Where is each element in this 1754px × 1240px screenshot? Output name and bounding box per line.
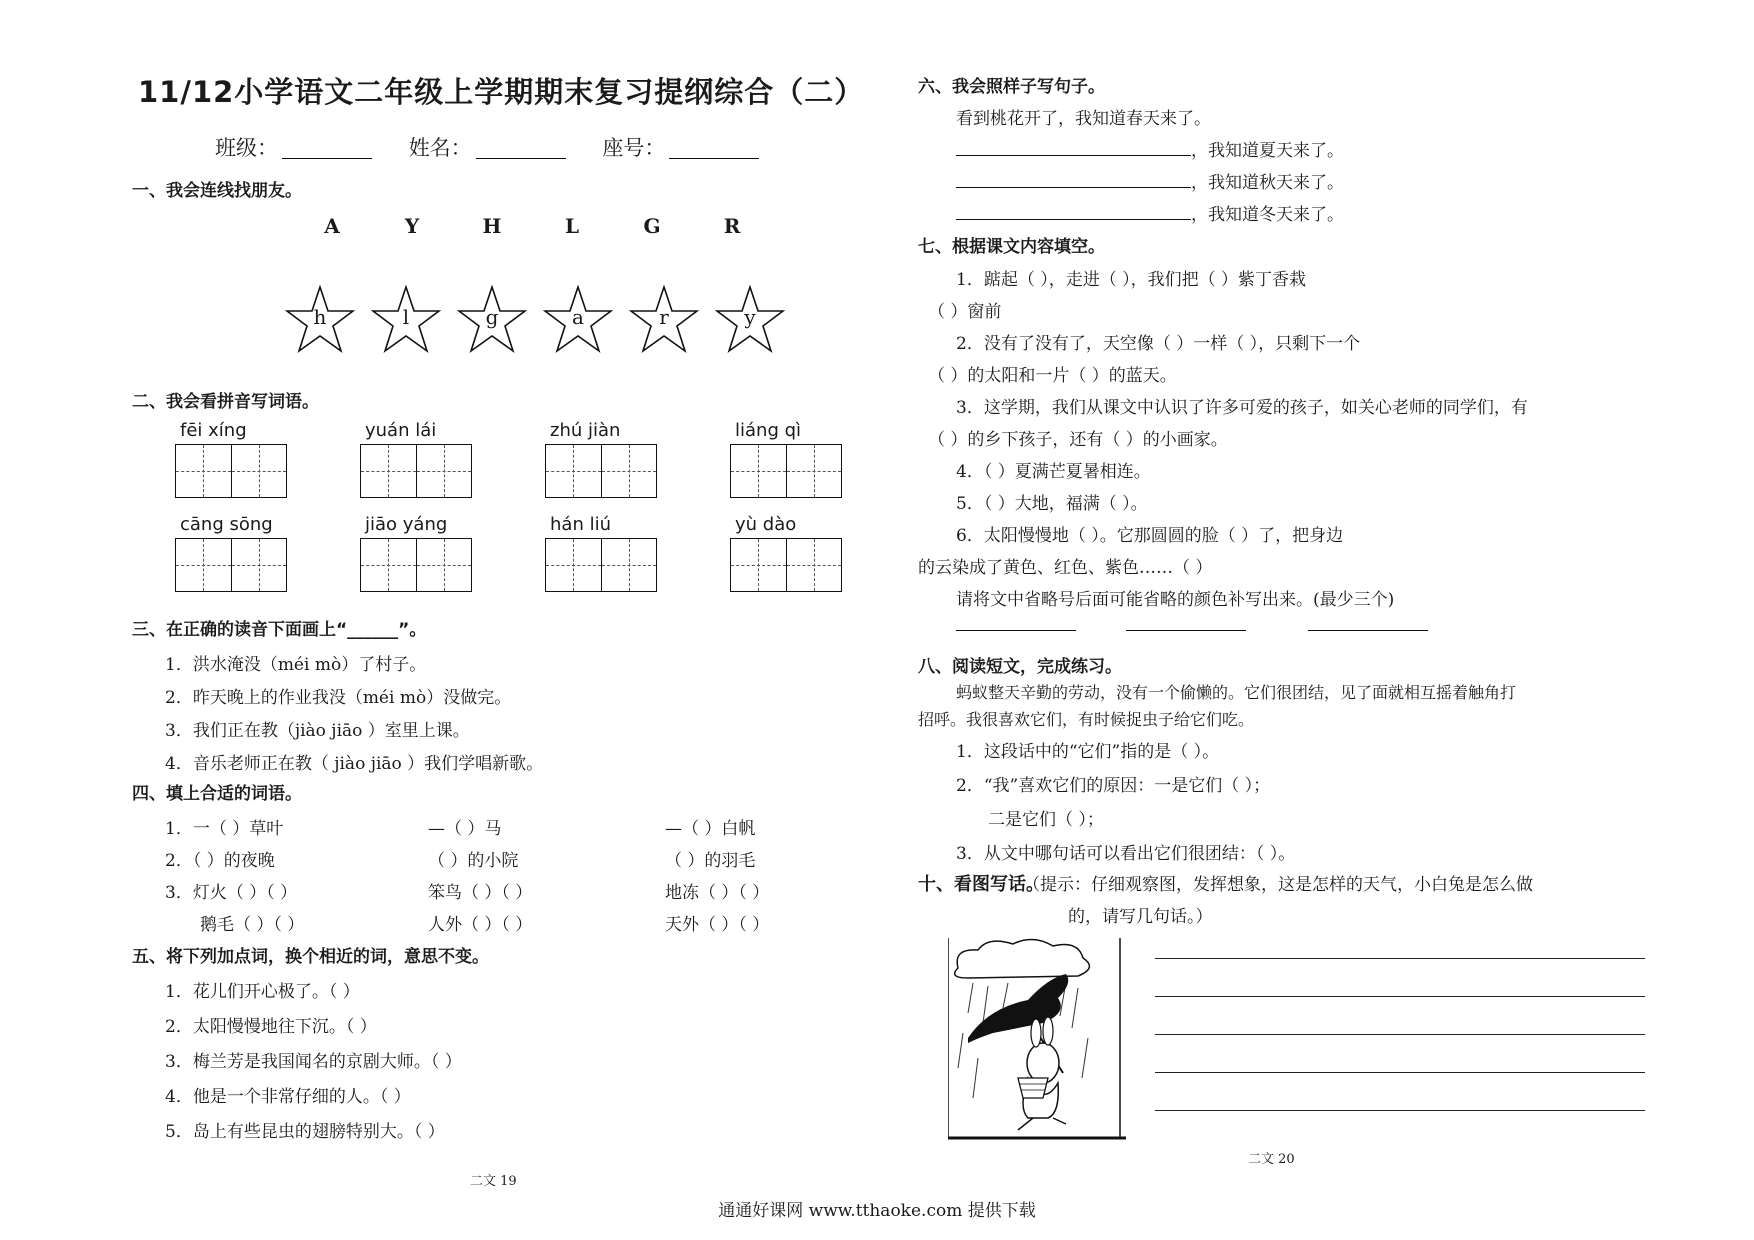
pinyin-item [175, 420, 360, 498]
page-number-right: 二文 20 [1248, 1152, 1295, 1167]
section-4-heading: 四、填上合适的词语。 [132, 784, 302, 804]
pinyin-item [545, 420, 730, 498]
fill-blank-line[interactable]: 1．踮起（ ），走进（ ），我们把（ ）紫丁香栽 [956, 270, 1307, 290]
sentence-item[interactable]: ，我知道冬天来了。 [956, 200, 1344, 225]
fill-blank-line[interactable]: 3．这学期，我们从课文中认识了许多可爱的孩子，如关心老师的同学们，有 [956, 398, 1528, 418]
synonym-item[interactable]: 2．太阳慢慢地往下沉。（ ） [165, 1017, 377, 1037]
seat-label: 座号： [602, 136, 666, 160]
rabbit-umbrella-illustration [948, 938, 1128, 1143]
star-item[interactable] [285, 285, 355, 355]
class-label: 班级： [215, 136, 278, 160]
pinyin-text: liáng qì [735, 420, 802, 441]
lowercase-letter: a [572, 305, 584, 329]
color-blank[interactable] [1126, 630, 1246, 631]
star-item[interactable] [371, 285, 441, 355]
left-page [120, 0, 865, 1240]
color-blank[interactable] [956, 630, 1076, 631]
uppercase-letter[interactable]: R [723, 214, 741, 238]
rabbit-in-rain-icon [948, 938, 1128, 1143]
pinyin-item [730, 420, 915, 498]
writing-grid[interactable] [545, 444, 657, 498]
sentence-item[interactable]: ，我知道秋天来了。 [956, 168, 1344, 193]
fill-blank-line[interactable]: 的云染成了黄色、红色、紫色……（ ） [918, 558, 1213, 578]
fill-blank-line[interactable]: （ ）的乡下孩子，还有（ ）的小画家。 [928, 430, 1228, 450]
download-footer: 通通好课网 www.tthaoke.com 提供下载 [718, 1201, 1036, 1221]
fill-word-item[interactable]: 2．（ ）的夜晚 [165, 851, 275, 871]
section-10-heading: 十、看图写话。 [918, 874, 1044, 895]
pinyin-item [730, 514, 915, 592]
pronunciation-item[interactable]: 1．洪水淹没（méi mò）了村子。 [165, 655, 427, 675]
fill-blank-line[interactable]: 4．（ ）夏满芒夏暑相连。 [956, 462, 1151, 482]
class-blank[interactable] [282, 138, 372, 159]
star-item[interactable] [629, 285, 699, 355]
student-info-row [215, 132, 789, 162]
seat-blank[interactable] [669, 138, 759, 159]
writing-line[interactable] [1155, 1034, 1645, 1035]
writing-line[interactable] [1155, 1072, 1645, 1073]
reading-passage: 蚂蚁整天辛勤的劳动，没有一个偷懒的。它们很团结，见了面就相互摇着触角打 [956, 683, 1517, 702]
pinyin-text: yuán lái [365, 420, 437, 441]
section-6-heading: 六、我会照样子写句子。 [918, 77, 1105, 97]
fill-blank-line: 请将文中省略号后面可能省略的颜色补写出来。(最少三个) [956, 590, 1395, 610]
lowercase-letter: l [402, 305, 410, 329]
reading-question[interactable]: 1．这段话中的“它们”指的是（ ）。 [956, 742, 1220, 762]
pinyin-item [175, 514, 360, 592]
lowercase-letter: y [744, 305, 756, 329]
section-1-heading: 一、我会连线找朋友。 [132, 181, 302, 201]
section-3-heading: 三、在正确的读音下面画上“______”。 [132, 620, 427, 640]
fill-blank-line[interactable]: 6．太阳慢慢地（ ）。它那圆圆的脸（ ）了，把身边 [956, 526, 1344, 546]
writing-grid[interactable] [730, 538, 842, 592]
fill-word-item[interactable]: 3．灯火（ ）（ ） [165, 883, 298, 903]
pinyin-text: hán liú [550, 514, 611, 535]
fill-word-item[interactable]: 人外（ ）（ ） [428, 915, 533, 935]
section-2-heading: 二、我会看拼音写词语。 [132, 392, 319, 412]
pinyin-text: cāng sōng [180, 514, 273, 535]
pinyin-text: jiāo yáng [365, 514, 448, 535]
writing-grid[interactable] [360, 444, 472, 498]
writing-grid[interactable] [175, 538, 287, 592]
fill-word-item[interactable]: —（ ）白帆 [665, 819, 756, 839]
pinyin-item [545, 514, 730, 592]
fill-blank-line[interactable]: （ ）的太阳和一片（ ）的蓝天。 [928, 366, 1177, 386]
page-number-left: 二文 19 [470, 1174, 517, 1189]
writing-line[interactable] [1155, 996, 1645, 997]
fill-word-item[interactable]: 笨鸟（ ）（ ） [428, 883, 533, 903]
pronunciation-item[interactable]: 2．昨天晚上的作业我没（méi mò）没做完。 [165, 688, 512, 708]
pinyin-row-2 [175, 514, 915, 592]
writing-line[interactable] [1155, 958, 1645, 959]
lowercase-letter: r [659, 305, 669, 329]
pronunciation-item[interactable]: 4．音乐老师正在教（ jiào jiāo ）我们学唱新歌。 [165, 754, 544, 774]
writing-grid[interactable] [545, 538, 657, 592]
uppercase-letters [315, 214, 835, 238]
uppercase-letter[interactable]: L [564, 214, 580, 238]
star-item[interactable] [715, 285, 785, 355]
section-7-heading: 七、根据课文内容填空。 [918, 237, 1105, 257]
fill-word-item[interactable]: （ ）的羽毛 [665, 851, 756, 871]
fill-word-item[interactable]: （ ）的小院 [428, 851, 519, 871]
name-label: 姓名： [408, 136, 472, 160]
fill-blank-line[interactable]: 5．（ ）大地，福满（ ）。 [956, 494, 1148, 514]
synonym-item[interactable]: 4．他是一个非常仔细的人。（ ） [165, 1087, 411, 1107]
uppercase-letter[interactable]: Y [404, 214, 420, 238]
reading-question[interactable]: 2．“我”喜欢它们的原因：一是它们（ ）； [956, 776, 1271, 796]
writing-grid[interactable] [175, 444, 287, 498]
star-item[interactable] [543, 285, 613, 355]
pinyin-text: yù dào [735, 514, 797, 535]
pinyin-row-1 [175, 420, 915, 498]
lowercase-letter: h [313, 305, 327, 329]
fill-blank-line[interactable]: （ ）窗前 [928, 302, 1002, 322]
pinyin-text: fēi xíng [180, 420, 247, 441]
lowercase-letter: g [485, 305, 499, 329]
synonym-item[interactable]: 3．梅兰芳是我国闻名的京剧大师。（ ） [165, 1052, 462, 1072]
name-blank[interactable] [476, 138, 566, 159]
writing-grid[interactable] [730, 444, 842, 498]
fill-word-item[interactable]: 1．一（ ）草叶 [165, 819, 284, 839]
star-item[interactable] [457, 285, 527, 355]
pronunciation-item[interactable]: 3．我们正在教（jiào jiāo ）室里上课。 [165, 721, 470, 741]
reading-question[interactable]: 3．从文中哪句话可以看出它们很团结：（ ）。 [956, 844, 1296, 864]
pinyin-text: zhú jiàn [550, 420, 621, 441]
pinyin-item [360, 420, 545, 498]
sentence-item[interactable]: ，我知道夏天来了。 [956, 136, 1344, 161]
fill-word-item[interactable]: 天外（ ）（ ） [665, 915, 770, 935]
writing-hint: 的，请写几句话。） [1068, 907, 1213, 927]
writing-grid[interactable] [360, 538, 472, 592]
writing-hint: （提示：仔细观察图，发挥想象，这是怎样的天气，小白兔是怎么做 [1023, 875, 1533, 895]
fill-word-item[interactable]: 鹅毛（ ）（ ） [200, 915, 305, 935]
section-8-heading: 八、阅读短文，完成练习。 [918, 657, 1122, 677]
synonym-item[interactable]: 1．花儿们开心极了。（ ） [165, 982, 360, 1002]
synonym-item[interactable]: 5．岛上有些昆虫的翅膀特别大。（ ） [165, 1122, 445, 1142]
writing-line[interactable] [1155, 1110, 1645, 1111]
section-5-heading: 五、将下列加点词，换个相近的词，意思不变。 [132, 947, 489, 967]
reading-question[interactable]: 二是它们（ ）； [988, 810, 1104, 830]
fill-blank-line[interactable]: 2．没有了没有了，天空像（ ）一样（ ），只剩下一个 [956, 334, 1361, 354]
fill-word-item[interactable]: —（ ）马 [428, 819, 502, 839]
worksheet-title: 11/12小学语文二年级上学期期末复习提纲综合（二） [138, 75, 865, 109]
color-blank[interactable] [1308, 630, 1428, 631]
example-sentence: 看到桃花开了，我知道春天来了。 [956, 109, 1211, 129]
uppercase-letter[interactable]: A [324, 214, 340, 238]
reading-passage: 招呼。我很喜欢它们，有时候捉虫子给它们吃。 [918, 710, 1255, 729]
uppercase-letter[interactable]: G [643, 214, 661, 238]
pinyin-item [360, 514, 545, 592]
uppercase-letter[interactable]: H [482, 214, 502, 238]
star-row [285, 285, 785, 355]
fill-word-item[interactable]: 地冻（ ）（ ） [665, 883, 770, 903]
